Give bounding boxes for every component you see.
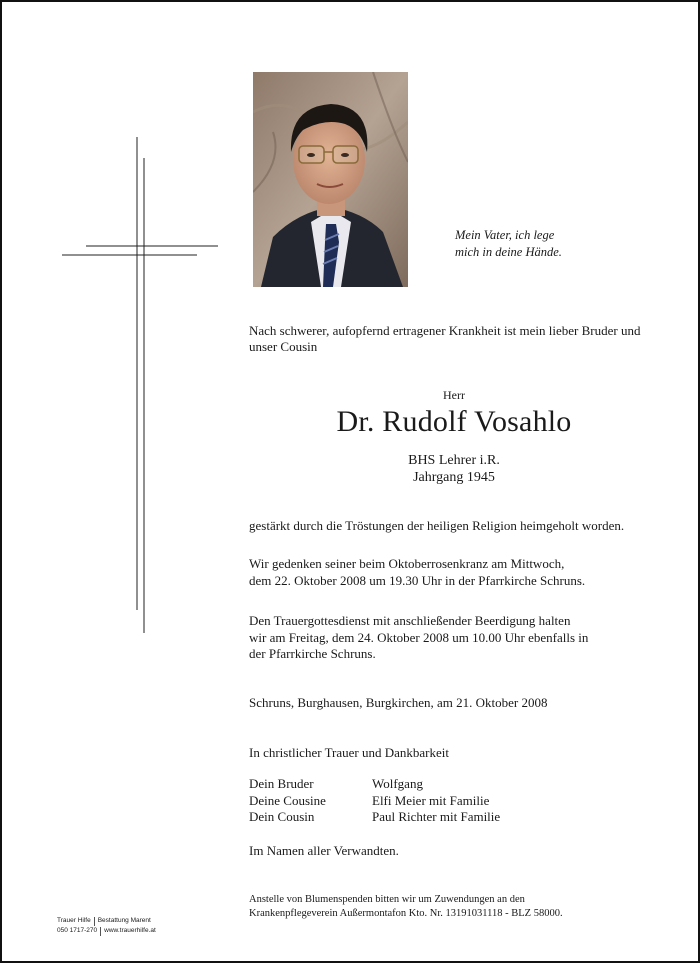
- deceased-name: Dr. Rudolf Vosahlo: [336, 405, 572, 438]
- mourner-relation: Dein Cousin: [249, 809, 315, 824]
- quote-line-2: mich in deine Hände.: [455, 245, 562, 259]
- mourners-list: [249, 776, 500, 826]
- footer-logo: [57, 916, 156, 936]
- service-line-2: wir am Freitag, dem 24. Oktober 2008 um 10.00 Uhr ebenfalls in: [249, 629, 589, 645]
- service-line-3: der Pfarrkirche Schruns.: [249, 646, 376, 661]
- donation-note: [249, 893, 669, 921]
- mourner-relation: Dein Bruder: [249, 776, 314, 791]
- phone-number: 050 1717-270: [57, 927, 98, 934]
- mourning-text: In christlicher Trauer und Dankbarkeit: [249, 745, 450, 760]
- mourner-relation: Deine Cousine: [249, 792, 326, 808]
- mourner-name: Paul Richter mit Familie: [372, 809, 501, 824]
- divider: [94, 917, 95, 926]
- mourner-name: Wolfgang: [372, 776, 423, 791]
- donation-line-2: Krankenpflegeverein Außermontafon Kto. Nr. 13191031118 - BLZ 58000.: [249, 908, 563, 919]
- mourner-row: [249, 809, 500, 826]
- place-date: Schruns, Burghausen, Burgkirchen, am 21. Oktober 2008: [249, 695, 548, 710]
- profession: BHS Lehrer i.R.: [408, 453, 500, 468]
- salutation: Herr: [443, 388, 465, 402]
- mourner-row: [249, 776, 500, 793]
- rosary-text: [249, 556, 669, 589]
- divider: [100, 927, 101, 936]
- birth-year: Jahrgang 1945: [413, 470, 495, 485]
- company-name: Bestattung Marent: [97, 917, 151, 924]
- quote: [455, 227, 655, 261]
- rosary-line-1: Wir gedenken seiner beim Oktoberrosenkranz am Mittwoch,: [249, 556, 565, 571]
- service-text: [249, 613, 669, 663]
- portrait-photo: [253, 72, 408, 287]
- website-link[interactable]: www.trauerhilfe.at: [104, 927, 156, 934]
- brand-name: Trauer Hilfe: [57, 917, 91, 924]
- rosary-line-2: dem 22. Oktober 2008 um 19.30 Uhr in der Pfarrkirche Schruns.: [249, 572, 586, 588]
- relatives-closing: Im Namen aller Verwandten.: [249, 843, 399, 858]
- mourner-name: Elfi Meier mit Familie: [372, 792, 490, 808]
- donation-line-1: Anstelle von Blumenspenden bitten wir um Zuwendungen an den: [249, 894, 525, 905]
- mourner-row: [249, 793, 500, 810]
- quote-line-1: Mein Vater, ich lege: [455, 228, 555, 242]
- religion-text: gestärkt durch die Tröstungen der heiligen Religion heimgeholt worden.: [249, 518, 625, 533]
- intro-text: Nach schwerer, aufopfernd ertragener Krankheit ist mein lieber Bruder und unser Cousin: [249, 323, 641, 354]
- service-line-1: Den Trauergottesdienst mit anschließender Beerdigung halten: [249, 613, 571, 628]
